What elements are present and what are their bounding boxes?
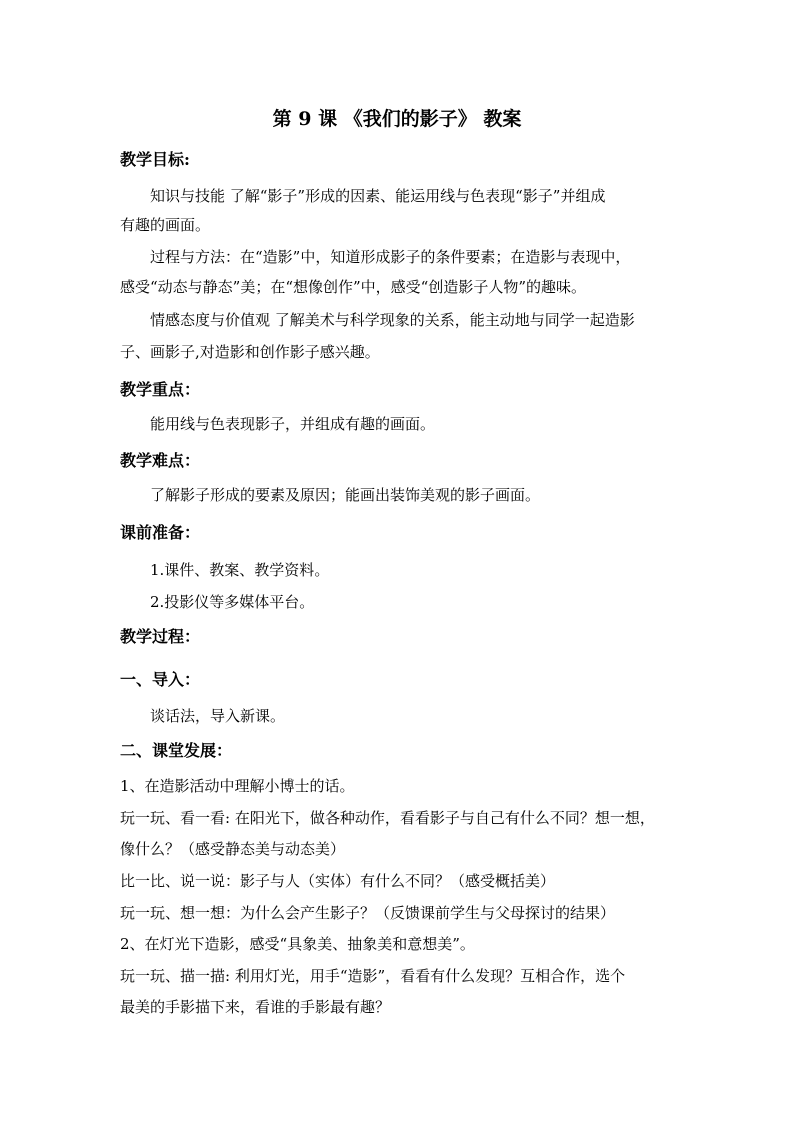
develop-item-4: 玩一玩、想一想：为什么会产生影子？（反馈课前学生与父母探讨的结果） [120,904,616,922]
preparation-item-2: 2.投影仪等多媒体平台。 [150,593,315,611]
page-title: 第 9 课 《我们的影子》 教案 [272,108,522,130]
key-points-heading: 教学重点： [120,380,201,399]
develop-item-6-line-2: 最美的手影描下来，看谁的手影最有趣？ [120,998,391,1016]
develop-heading: 二、课堂发展： [120,741,233,760]
develop-item-2-line-1: 玩一玩、看一看: 在阳光下，做各种动作，看看影子与自己有什么不同？想一想， [120,809,655,827]
process-heading: 教学过程： [120,627,201,646]
objectives-emotion-line-2: 子、画影子,对造影和创作影子感兴趣。 [120,343,380,361]
key-points-text: 能用线与色表现影子，并组成有趣的画面。 [150,415,436,433]
objectives-knowledge-line-2: 有趣的画面。 [120,216,211,234]
intro-heading: 一、导入： [120,670,201,689]
develop-item-2-line-2: 像什么？（感受静态美与动态美） [120,840,346,858]
develop-item-5: 2、在灯光下造影，感受“具象美、抽象美和意想美”。 [120,935,475,953]
objectives-heading: 教学目标: [120,150,190,169]
intro-text: 谈话法，导入新课。 [150,707,286,725]
objectives-knowledge-line-1: 知识与技能 了解“影子”形成的因素、能运用线与色表现“影子”并组成 [150,187,606,205]
preparation-item-1: 1.课件、教案、教学资料。 [150,561,330,579]
difficulties-text: 了解影子形成的要素及原因；能画出装饰美观的影子画面。 [150,486,541,504]
preparation-heading: 课前准备： [120,523,201,542]
develop-item-3: 比一比、说一说：影子与人（实体）有什么不同？（感受概括美） [120,872,556,890]
objectives-emotion-line-1: 情感态度与价值观 了解美术与科学现象的关系，能主动地与同学一起造影 [150,311,635,329]
develop-item-1: 1、在造影活动中理解小博士的话。 [120,777,355,795]
develop-item-6-line-1: 玩一玩、描一描: 利用灯光，用手“造影”，看看有什么发现？互相合作，选个 [120,967,626,985]
objectives-process-line-2: 感受“动态与静态”美；在“想像创作”中，感受“创造影子人物”的趣味。 [120,278,587,296]
difficulties-heading: 教学难点： [120,451,201,470]
objectives-process-line-1: 过程与方法：在“造影”中，知道形成影子的条件要素；在造影与表现中， [150,248,631,266]
